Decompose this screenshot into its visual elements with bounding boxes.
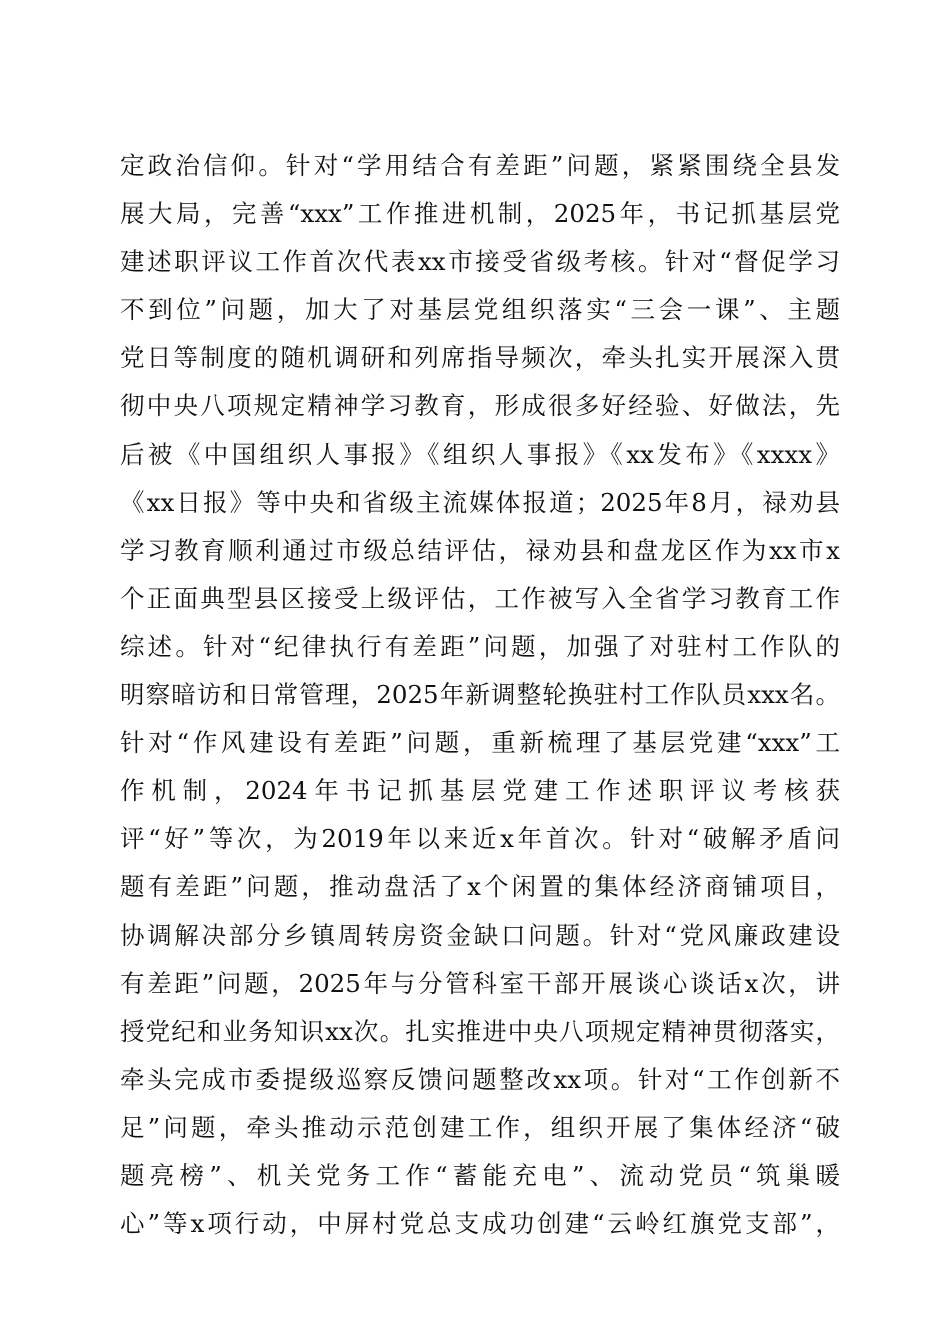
text-line-5: 党日等制度的随机调研和列席指导频次，牵头扎实开展深入贯 [120, 343, 840, 373]
text-line-20: 牵头完成市委提级巡察反馈问题整改xx项。针对“工作创新不 [120, 1064, 840, 1094]
text-line-10: 个正面典型县区接受上级评估，工作被写入全省学习教育工作 [120, 583, 840, 613]
text-line-8: 《xx日报》等中央和省级主流媒体报道；2025年8月，禄劝县 [120, 487, 840, 517]
text-line-9: 学习教育顺利通过市级总结评估，禄劝县和盘龙区作为xx市x [120, 535, 840, 565]
text-line-2: 展大局，完善“xxx”工作推进机制，2025年，书记抓基层党 [120, 199, 840, 229]
text-line-22: 题亮榜”、机关党务工作“蓄能充电”、流动党员“筑巢暖 [120, 1160, 840, 1190]
text-line-23: 心”等x项行动，中屏村党总支成功创建“云岭红旗党支部”， [120, 1209, 840, 1239]
text-line-17: 协调解决部分乡镇周转房资金缺口问题。针对“党风廉政建设 [120, 920, 840, 950]
text-line-3: 建述职评议工作首次代表xx市接受省级考核。针对“督促学习 [120, 247, 840, 277]
text-line-19: 授党纪和业务知识xx次。扎实推进中央八项规定精神贯彻落实， [120, 1016, 840, 1046]
text-line-6: 彻中央八项规定精神学习教育，形成很多好经验、好做法，先 [120, 391, 840, 421]
text-line-11: 综述。针对“纪律执行有差距”问题，加强了对驻村工作队的 [120, 631, 840, 661]
text-line-4: 不到位”问题，加大了对基层党组织落实“三会一课”、主题 [120, 295, 840, 325]
text-line-7: 后被《中国组织人事报》《组织人事报》《xx发布》《xxxx》 [120, 439, 840, 469]
text-line-15: 评“好”等次，为2019年以来近x年首次。针对“破解矛盾问 [120, 824, 840, 854]
text-line-14: 作机制，2024年书记抓基层党建工作述职评议考核获 [120, 776, 840, 806]
body-paragraph [120, 142, 840, 1248]
text-line-1: 定政治信仰。针对“学用结合有差距”问题，紧紧围绕全县发 [120, 151, 840, 180]
text-line-16: 题有差距”问题，推动盘活了x个闲置的集体经济商铺项目， [120, 872, 840, 902]
text-line-12: 明察暗访和日常管理，2025年新调整轮换驻村工作队员xxx名。 [120, 680, 840, 710]
text-line-21: 足”问题，牵头推动示范创建工作，组织开展了集体经济“破 [120, 1112, 840, 1142]
text-line-13: 针对“作风建设有差距”问题，重新梳理了基层党建“xxx”工 [120, 728, 840, 758]
text-line-18: 有差距”问题，2025年与分管科室干部开展谈心谈话x次，讲 [120, 968, 840, 998]
